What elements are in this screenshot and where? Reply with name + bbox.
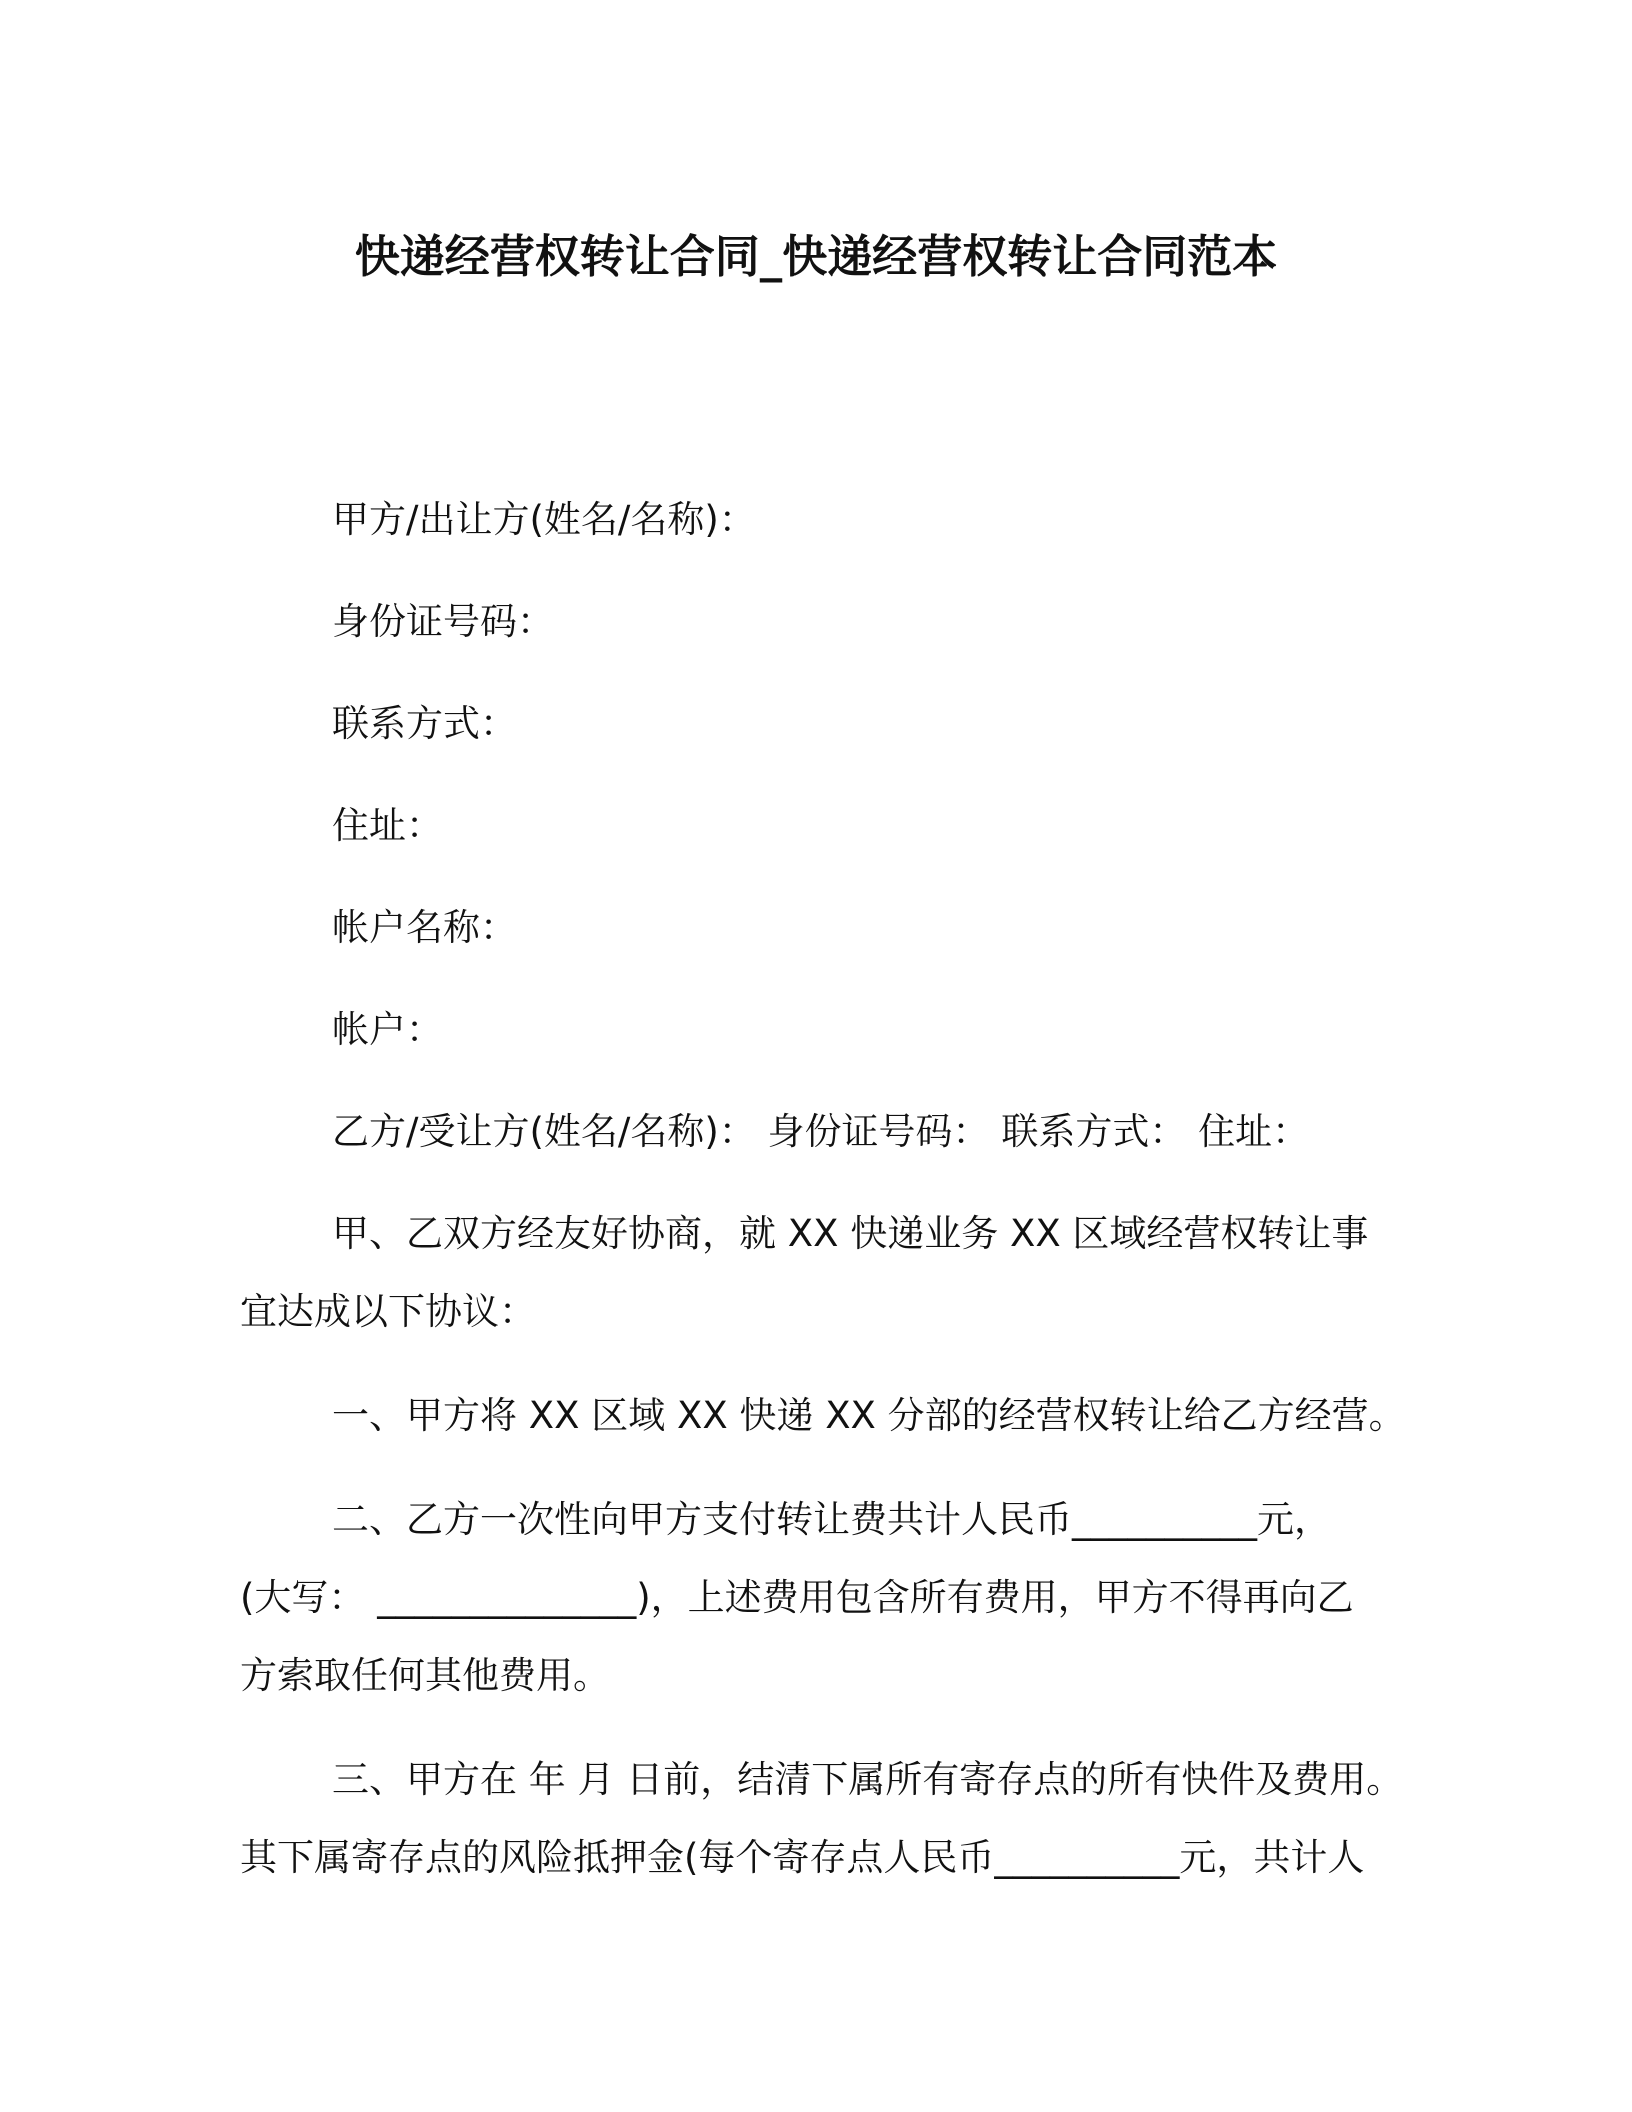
party-a-account-name-field: 帐户名称： [332, 906, 517, 949]
intro-line-2: 宜达成以下协议： [240, 1290, 536, 1333]
intro-line-1: 甲、乙双方经友好协商，就 XX 快递业务 XX 区域经营权转让事 [332, 1212, 1369, 1255]
clause-2-line-2: (大写： ______________)，上述费用包含所有费用，甲方不得再向乙 [240, 1576, 1354, 1619]
party-a-name-field: 甲方/出让方(姓名/名称)： [332, 498, 756, 541]
clause-2-line-3: 方索取任何其他费用。 [240, 1654, 610, 1697]
clause-1: 一、甲方将 XX 区域 XX 快递 XX 分部的经营权转让给乙方经营。 [332, 1394, 1406, 1437]
party-a-id-field: 身份证号码： [332, 600, 554, 643]
clause-2-line-1: 二、乙方一次性向甲方支付转让费共计人民币__________元， [332, 1498, 1331, 1541]
clause-3-line-1: 三、甲方在 年 月 日前，结清下属所有寄存点的所有快件及费用。 [332, 1758, 1404, 1801]
party-b-fields-line: 乙方/受让方(姓名/名称)： 身份证号码： 联系方式： 住址： [332, 1110, 1310, 1153]
clause-3-line-2: 其下属寄存点的风险抵押金(每个寄存点人民币__________元，共计人 [240, 1836, 1365, 1879]
party-a-account-field: 帐户： [332, 1008, 443, 1051]
document-title: 快递经营权转让合同_快递经营权转让合同范本 [354, 230, 1278, 283]
party-a-address-field: 住址： [332, 804, 443, 847]
party-a-contact-field: 联系方式： [332, 702, 517, 745]
